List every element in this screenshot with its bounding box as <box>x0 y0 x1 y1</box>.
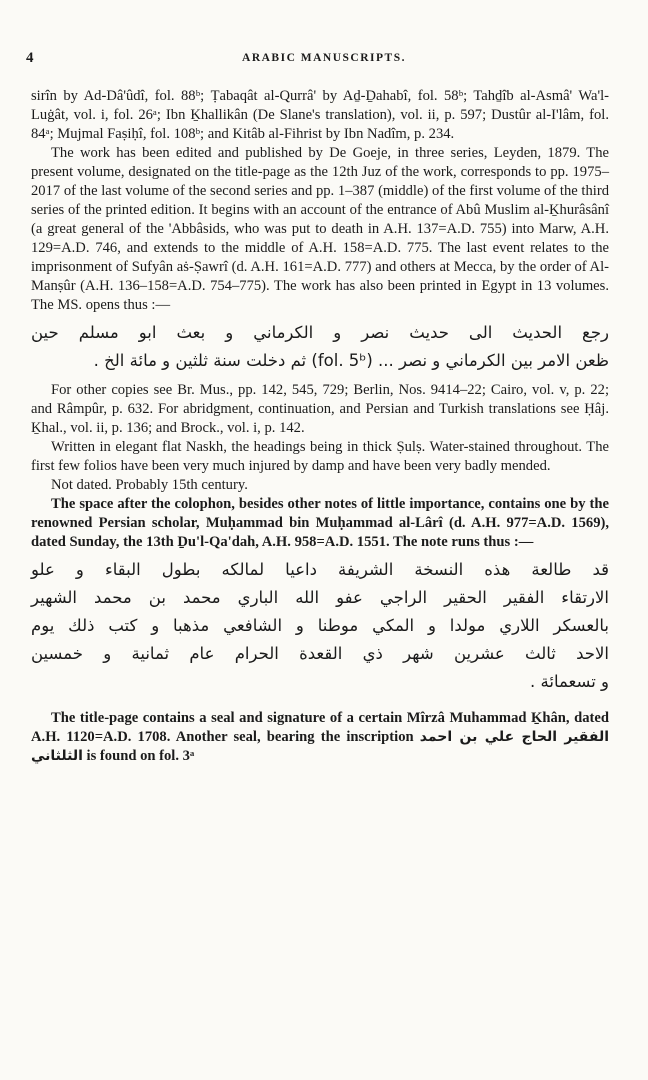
paragraph-2: The work has been edited and published by De Goeje, in three series, Leyden, 1879. The present volume, designated on the title-page as the 12th Juz of the work, corresponds to pp. 1975–2017 of the last volume of the second series and pp. 1–387 (middle) of the first volume of the third series of the printed edition. It begins with an account of the entrance of Abû Muslim al-Ḵhurâsânî (a great general of the 'Abbâsids, who was put to death in A.H. 137=A.D. 755) into Marw, A.H. 129=A.D. 746, and extends to the middle of A.H. 158=A.D. 775. The last event relates to the imprisonment of Sufyân aṡ-Ṣawrî (d. A.H. 161=A.D. 777) and others at Mecca, by the order of Al-Manṣûr (A.H. 136–158=A.D. 754–775). The work has also been printed in Egypt in 13 volumes. The MS. opens thus :— <box>31 145 609 313</box>
arabic-line: الارتقاء الفقير الحقير الراجي عفو الله الباري محمد بن محمد الشهير <box>31 588 609 607</box>
paragraph-7-end: is found on fol. 3ᵃ <box>86 748 195 764</box>
paragraph-5: Not dated. Probably 15th century. <box>51 477 248 493</box>
arabic-line: الاحد ثالث عشرين شهر ذي القعدة الحرام عام ثمانية و خمسين <box>31 644 609 663</box>
arabic-line: و تسعمائة . <box>530 672 609 691</box>
paragraph-3: For other copies see Br. Mus., pp. 142, 545, 729; Berlin, Nos. 9414–22; Cairo, vol. v, p. 22; and Râmpûr, p. 632. For abridgment, continuation, and Persian and Turkish translations see Ḥâj. Ḵhal., vol. ii, p. 136; and Brock., vol. i, p. 142. <box>31 382 609 436</box>
arabic-opening-quote <box>31 319 609 375</box>
paragraph-7-text: The title-page contains a seal and signature of a certain Mîrzâ Muhammad Ḵhân, dated A.H. 1120=A.D. 1708. Another seal, bearing the inscription <box>31 710 609 745</box>
arabic-line: رجع الحديث الى حديث نصر و الكرماني و بعث ابو مسلم حين <box>31 323 609 342</box>
arabic-line: ظعن الامر بين الكرماني و نصر ... (fol. 5ᵇ) ثم دخلت سنة ثلثين و مائة الخ . <box>93 351 609 370</box>
arabic-note-quote <box>31 556 609 696</box>
inscription-arabic: الفقير الحاج علي بن احمد الثلثاني <box>31 729 609 764</box>
arabic-line: بالعسكر اللاري مولدا و المكي موطنا و الشافعي مذهبا و كتب ذلك يوم <box>31 616 609 635</box>
page-body <box>31 87 609 766</box>
paragraph-1: sirîn by Ad-Dâ'ûdî, fol. 88ᵇ; Ṭabaqât al-Qurrâ' by Aḏ-Ḏahabî, fol. 58ᵇ; Tahḏîb al-Asmâ' Wa'l-Luġât, vol. i, fol. 26ᵃ; Ibn Ḵhallikân (De Slane's translation), vol. ii, p. 597; Dustûr al-I'lâm, fol. 84ᵃ; Mujmal Faṣiḥî, fol. 108ᵇ; and Kitâb al-Fihrist by Ibn Nadîm, p. 234. <box>31 88 609 142</box>
arabic-line: قد طالعة هذه النسخة الشريفة داعيا لمالكه بطول البقاء و علو <box>31 560 609 579</box>
paragraph-6: The space after the colophon, besides other notes of little importance, contains one by the renowned Persian scholar, Muḥammad bin Muḥammad al-Lârî (d. A.H. 977=A.D. 1569), dated Sunday, the 13th Ḏu'l-Qa'dah, A.H. 958=A.D. 1551. The note runs thus :— <box>31 496 609 550</box>
running-title: ARABIC MANUSCRIPTS. <box>242 52 406 64</box>
paragraph-7 <box>31 709 609 766</box>
page-header <box>0 50 648 72</box>
paragraph-4: Written in elegant flat Naskh, the headings being in thick Ṣulṣ. Water-stained throughout. The first few folios have been very much injured by damp and have been very badly mended. <box>31 439 609 474</box>
page-number: 4 <box>26 50 34 66</box>
